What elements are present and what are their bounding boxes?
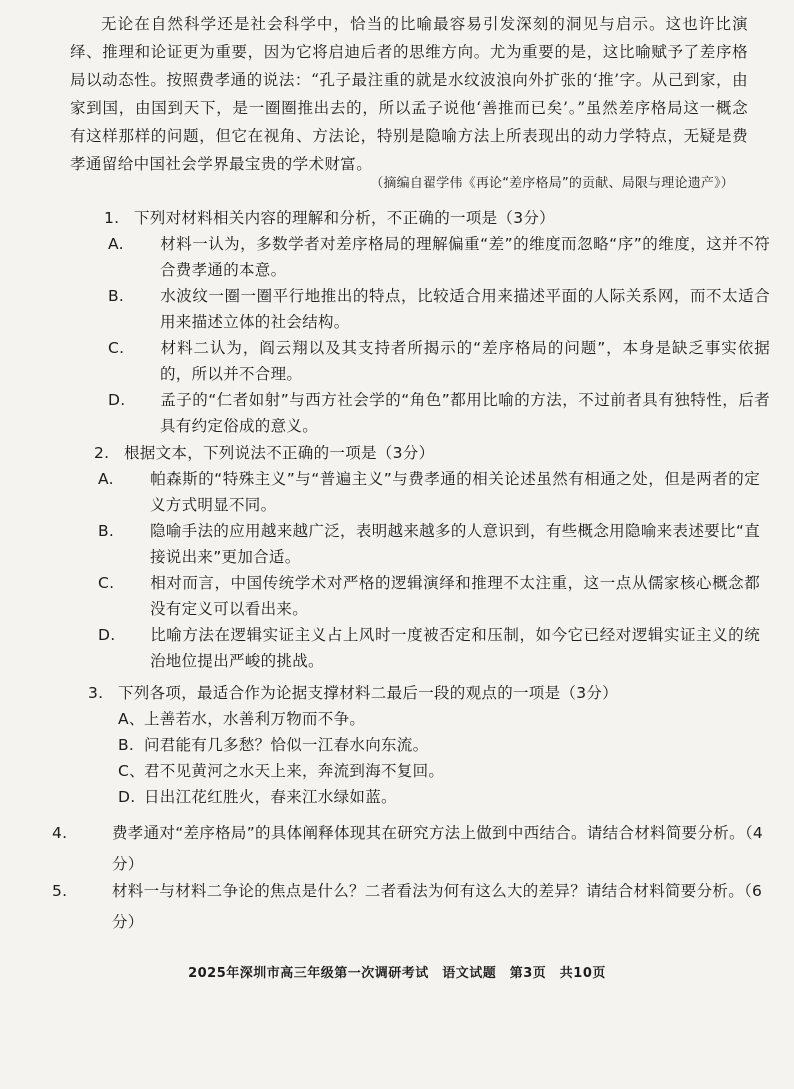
option-text: 材料二认为，阎云翔以及其支持者所揭示的“差序格局的问题”，本身是缺乏事实依据的，所以并不合理。 — [160, 339, 770, 383]
question-number: 2. — [94, 444, 110, 462]
option-text: 比喻方法在逻辑实证主义占上风时一度被否定和压制，如今它已经对逻辑实证主义的统治地位提出严峻的挑战。 — [150, 626, 760, 670]
option-c — [118, 758, 728, 784]
option-d — [108, 387, 770, 439]
question-number: 4. — [52, 824, 68, 842]
option-key: A. — [98, 470, 114, 488]
option-a — [108, 231, 770, 283]
question-5 — [52, 876, 772, 938]
option-text: 孟子的“仁者如射”与西方社会学的“角色”都用比喻的方法，不过前者具有独特性，后者具有约定俗成的意义。 — [160, 391, 770, 435]
option-text: 帕森斯的“特殊主义”与“普遍主义”与费孝通的相关论述虽然有相通之处，但是两者的定义方式明显不同。 — [150, 470, 760, 514]
question-stem — [104, 205, 770, 231]
question-number: 1. — [104, 209, 120, 227]
option-key: D. — [108, 391, 126, 409]
question-text: 下列各项，最适合作为论据支撑材料二最后一段的观点的一项是（3分） — [118, 684, 618, 702]
page-footer: 2025年深圳市高三年级第一次调研考试 语文试题 第3页 共10页 — [188, 966, 606, 981]
question-text: 下列对材料相关内容的理解和分析，不正确的一项是（3分） — [134, 209, 555, 227]
option-key: A. — [108, 235, 124, 253]
option-key: D. — [118, 788, 136, 806]
option-b — [118, 732, 728, 758]
option-text: 隐喻手法的应用越来越广泛，表明越来越多的人意识到，有些概念用隐喻来表述要比“直接说出来”更加合适。 — [150, 522, 760, 566]
option-key: C、 — [118, 762, 145, 780]
option-a — [118, 706, 728, 732]
option-key: B. — [118, 736, 135, 754]
option-key: A、 — [118, 710, 145, 728]
question-stem — [88, 680, 728, 706]
option-text: 君不见黄河之水天上来，奔流到海不复回。 — [144, 762, 445, 780]
question-stem — [94, 440, 760, 466]
option-text: 问君能有几多愁？恰似一江春水向东流。 — [144, 736, 429, 754]
option-d — [98, 622, 760, 674]
option-c — [98, 570, 760, 622]
option-key: C. — [108, 339, 125, 357]
question-number: 3. — [88, 684, 104, 702]
question-number: 5. — [52, 882, 68, 900]
question-text: 费孝通对“差序格局”的具体阐释体现其在研究方法上做到中西结合。请结合材料简要分析。（4分） — [112, 824, 764, 873]
question-text: 根据文本，下列说法不正确的一项是（3分） — [124, 444, 435, 462]
option-key: B. — [98, 522, 115, 540]
option-text: 材料一认为，多数学者对差序格局的理解偏重“差”的维度而忽略“序”的维度，这并不符合费孝通的本意。 — [160, 235, 770, 279]
option-b — [108, 283, 770, 335]
question-2 — [94, 440, 760, 674]
option-b — [98, 518, 760, 570]
option-key: B. — [108, 287, 125, 305]
option-text: 上善若水，水善利万物而不争。 — [144, 710, 366, 728]
question-1 — [104, 205, 770, 439]
option-c — [108, 335, 770, 387]
question-3 — [88, 680, 728, 810]
option-text: 日出江花红胜火，春来江水绿如蓝。 — [144, 788, 397, 806]
question-text: 材料一与材料二争论的焦点是什么？二者看法为何有这么大的差异？请结合材料简要分析。（6分） — [112, 882, 763, 931]
option-d — [118, 784, 728, 810]
source-citation: （摘编自翟学伟《再论“差序格局”的贡献、局限与理论遗产》） — [370, 176, 734, 191]
option-key: C. — [98, 574, 115, 592]
question-4 — [52, 818, 772, 880]
option-a — [98, 466, 760, 518]
option-text: 相对而言，中国传统学术对严格的逻辑演绎和推理不太注重，这一点从儒家核心概念都没有定义可以看出来。 — [150, 574, 760, 618]
option-key: D. — [98, 626, 116, 644]
option-text: 水波纹一圈一圈平行地推出的特点，比较适合用来描述平面的人际关系网，而不太适合用来描述立体的社会结构。 — [160, 287, 770, 331]
passage-paragraph: 无论在自然科学还是社会科学中，恰当的比喻最容易引发深刻的洞见与启示。这也许比演绎、推理和论证更为重要，因为它将启迪后者的思维方向。尤为重要的是，这比喻赋予了差序格局以动态性。按照费孝通的说法：“孔子最注重的就是水纹波浪向外扩张的‘推’字。从己到家，由家到国，由国到天下，是一圈圈推出去的，所以孟子说他‘善推而已矣’。”虽然差序格局这一概念有这样那样的问题，但它在视角、方法论，特别是隐喻方法上所表现出的动力学特点，无疑是费孝通留给中国社会学界最宝贵的学术财富。 — [70, 15, 748, 173]
